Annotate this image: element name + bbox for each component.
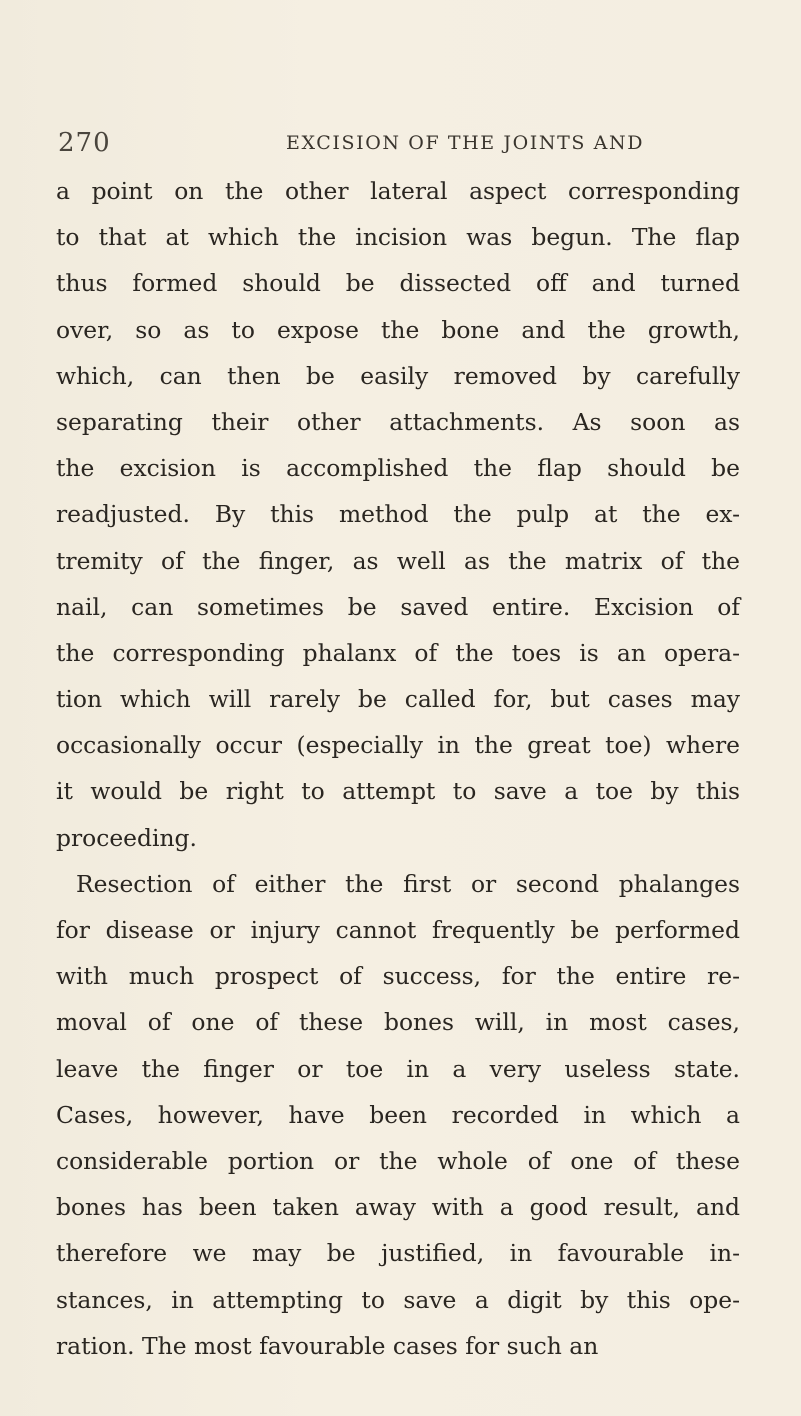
text-line: with much prospect of success, for the entire re- — [56, 962, 740, 991]
text-line: nail, can sometimes be saved entire. Excision of — [56, 592, 740, 621]
text-line: bones has been taken away with a good result, and — [56, 1193, 740, 1222]
text-line: which, can then be easily removed by carefully — [56, 361, 740, 390]
text-line: considerable portion or the whole of one of these — [56, 1146, 740, 1175]
text-line: over, so as to expose the bone and the growth, — [56, 315, 740, 344]
body-text — [56, 168, 740, 1369]
text-line: Cases, however, have been recorded in which a — [56, 1100, 740, 1129]
text-line: ration. The most favourable cases for such an — [56, 1331, 599, 1360]
text-line: readjusted. By this method the pulp at the ex- — [56, 500, 740, 529]
text-line: proceeding. — [56, 823, 197, 852]
text-line: tremity of the finger, as well as the matrix of the — [56, 546, 740, 575]
text-line: moval of one of these bones will, in most cases, — [56, 1008, 740, 1037]
paragraph-start-line: Resection of either the first or second phalanges — [76, 869, 740, 898]
text-line: stances, in attempting to save a digit by this ope- — [56, 1285, 740, 1314]
text-line: a point on the other lateral aspect corresponding — [56, 177, 740, 205]
text-line: leave the finger or toe in a very useless state. — [56, 1054, 740, 1083]
text-line: separating their other attachments. As soon as — [56, 407, 740, 436]
text-line: to that at which the incision was begun. The flap — [56, 223, 740, 252]
text-line: for disease or injury cannot frequently be performed — [56, 916, 740, 944]
text-line: it would be right to attempt to save a toe by this — [56, 777, 740, 806]
running-head-title: EXCISION OF THE JOINTS AND — [286, 132, 645, 154]
running-head — [58, 128, 758, 168]
text-line: tion which will rarely be called for, but cases may — [56, 685, 740, 714]
page-number: 270 — [58, 128, 111, 158]
text-line: the corresponding phalanx of the toes is an opera- — [56, 638, 740, 667]
text-line: thus formed should be dissected off and turned — [56, 269, 740, 298]
text-line: therefore we may be justified, in favourable in- — [56, 1239, 740, 1268]
text-line: the excision is accomplished the flap should be — [56, 454, 740, 483]
text-line: occasionally occur (especially in the great toe) where — [56, 731, 740, 760]
